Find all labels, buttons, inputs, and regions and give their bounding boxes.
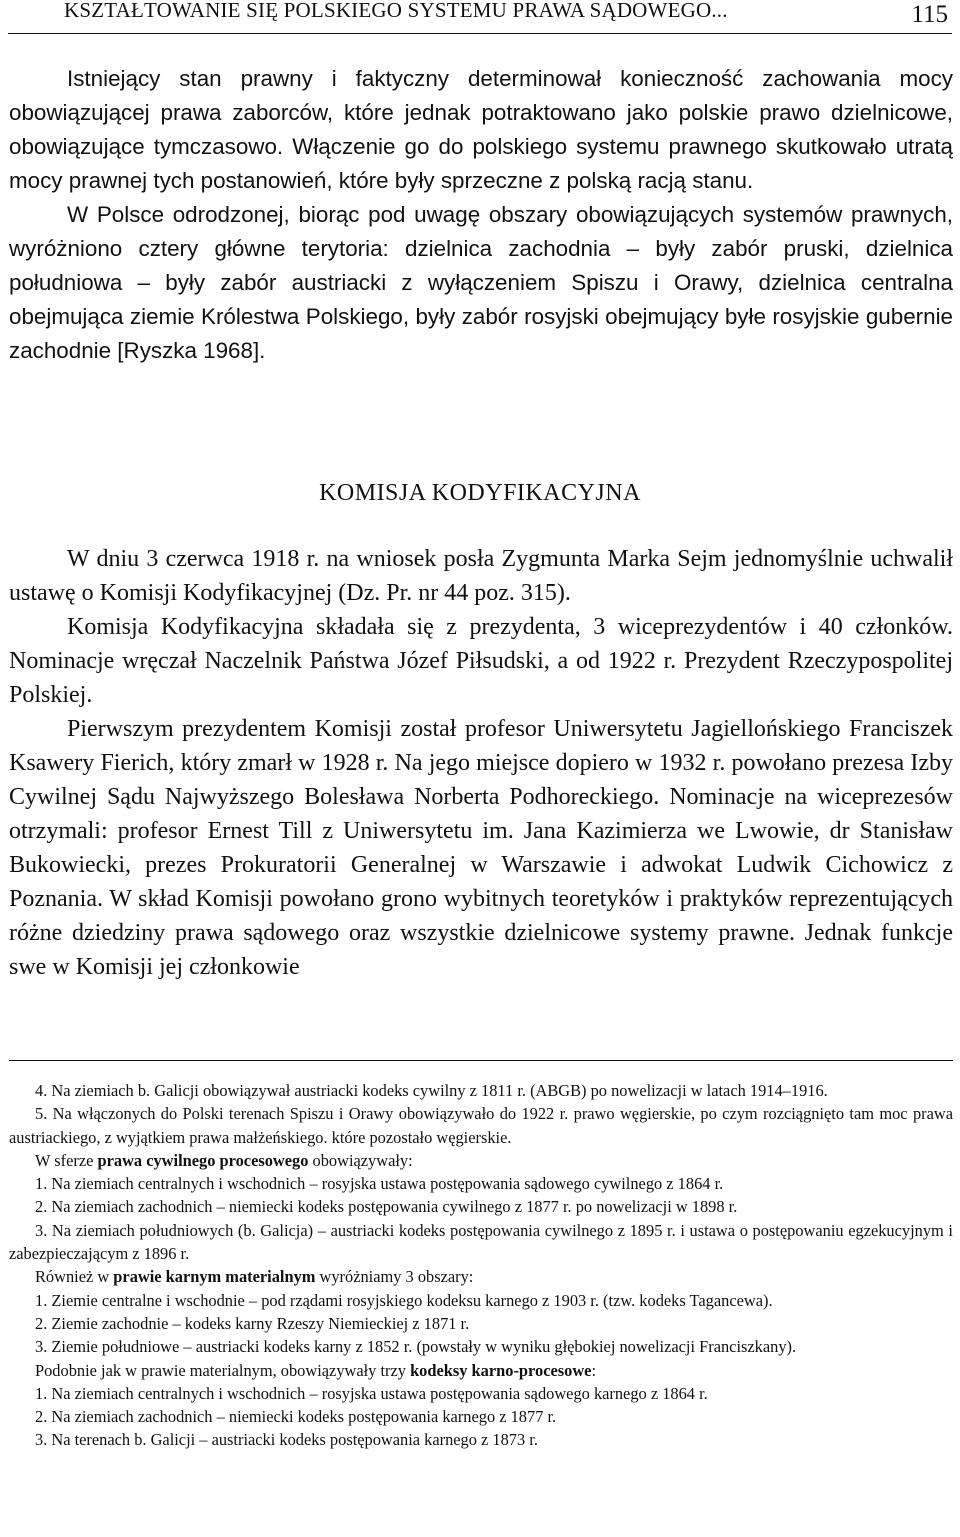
section-heading: KOMISJA KODYFIKACYJNA	[319, 480, 641, 506]
paragraph-territories: W Polsce odrodzonej, biorąc pod uwagę obszary obowiązujących systemów prawnych, wyróżniono cztery główne terytoria: dzielnica zachodnia – były zabór pruski, dzielnica południowa – były zabór austriacki z wyłączeniem Spiszu i Orawy, dzielnica centralna obejmująca ziemie Królestwa Polskiego, były zabór rosyjski obejmujący byłe rosyjskie gubernie zachodnie [Ryszka 1968].	[9, 202, 953, 363]
page-number: 115	[911, 1, 948, 28]
penal-intro-emphasis: prawie karnym materialnym	[113, 1267, 316, 1287]
civil-item-3: 3. Na ziemiach południowych (b. Galicja) – austriacki kodeks postępowania cywilnego z 1895 r. i ustawa o postępowaniu egzekucyjnym i zabezpieczającym z 1896 r.	[9, 1220, 953, 1264]
proc-intro-tail: :	[591, 1360, 596, 1380]
penal-item-1: 1. Ziemie centralne i wschodnie – pod rządami rosyjskiego kodeksu karnego z 1903 r. (tzw. kodeks Tagancewa).	[35, 1290, 773, 1310]
proc-intro-text: Podobnie jak w prawie materialnym, obowiązywały trzy	[35, 1360, 411, 1380]
footnote-4: 4. Na ziemiach b. Galicji obowiązywał austriacki kodeks cywilny z 1811 r. (ABGB) po nowelizacji w latach 1914–1916.	[35, 1081, 828, 1100]
civil-item-2: 2. Na ziemiach zachodnich – niemiecki kodeks postępowania cywilnego z 1877 r. po nowelizacji w 1898 r.	[35, 1197, 738, 1217]
civil-item-1: 1. Na ziemiach centralnych i wschodnich – rosyjska ustawa postępowania sądowego cywilnego z 1864 r.	[35, 1174, 724, 1194]
paragraph-composition: Komisja Kodyfikacyjna składała się z prezydenta, 3 wiceprezydentów i 40 członków. Nominacje wręczał Naczelnik Państwa Józef Piłsudski, a od 1922 r. Prezydent Rzeczypospolitej Polskiej.	[9, 614, 953, 708]
running-header	[8, 0, 952, 30]
proc-item-1: 1. Na ziemiach centralnych i wschodnich – rosyjska ustawa postępowania sądowego karnego z 1864 r.	[35, 1383, 708, 1403]
penal-intro-text: Również w	[35, 1267, 114, 1287]
penal-intro-tail: wyróżniamy 3 obszary:	[315, 1267, 474, 1287]
paragraph-act-1918: W dniu 3 czerwca 1918 r. na wniosek posła Zygmunta Marka Sejm jednomyślnie uchwalił ustawę o Komisji Kodyfikacyjnej (Dz. Pr. nr 44 poz. 315).	[9, 546, 953, 606]
penal-law-intro	[9, 1265, 953, 1288]
footnotes	[9, 1079, 953, 1452]
civil-intro-tail: obowiązywały:	[308, 1150, 413, 1170]
header-rule	[8, 33, 952, 34]
footnote-rule	[9, 1060, 953, 1061]
penal-item-3: 3. Ziemie południowe – austriacki kodeks karny z 1852 r. (powstały w wyniku głębokiej nowelizacji Franciszkany).	[35, 1337, 797, 1357]
civil-intro-emphasis: prawa cywilnego procesowego	[97, 1150, 309, 1170]
civil-procedure-intro	[9, 1149, 953, 1172]
proc-item-3: 3. Na terenach b. Galicji – austriacki kodeks postępowania karnego z 1873 r.	[35, 1430, 538, 1450]
intro-text	[9, 62, 953, 368]
commission-text	[9, 542, 953, 984]
proc-intro-emphasis: kodeksy karno-procesowe	[410, 1360, 592, 1380]
paragraph-legal-continuity: Istniejący stan prawny i faktyczny determinował konieczność zachowania mocy obowiązującej prawa zaborców, które jednak potraktowano jako polskie prawo dzielnicowe, obowiązujące tymczasowo. Włączenie go do polskiego systemu prawnego skutkowało utratą mocy prawnej tych postanowień, które były sprzeczne z polską racją stanu.	[9, 66, 953, 193]
paragraph-presidents: Pierwszym prezydentem Komisji został profesor Uniwersytetu Jagiellońskiego Franciszek Ksawery Fierich, który zmarł w 1928 r. Na jego miejsce dopiero w 1932 r. powołano prezesa Izby Cywilnej Sądu Najwyższego Bolesława Norberta Podhoreckiego. Nominacje na wiceprezesów otrzymali: profesor Ernest Till z Uniwersytetu im. Jana Kazimierza we Lwowie, dr Stanisław Bukowiecki, prezes Prokuratorii Generalnej w Warszawie i adwokat Ludwik Cichowicz z Poznania. W skład Komisji powołano grono wybitnych teoretyków i praktyków reprezentujących różne dziedziny prawa sądowego oraz wszystkie dzielnicowe systemy prawne. Jednak funkcje swe w Komisji jej członkowie	[9, 716, 953, 980]
penal-item-2: 2. Ziemie zachodnie – kodeks karny Rzeszy Niemieckiej z 1871 r.	[35, 1313, 470, 1333]
footnote-5: 5. Na włączonych do Polski terenach Spiszu i Orawy obowiązywało do 1922 r. prawo węgierskie, po czym rozciągnięto tam moc prawa austriackiego, z wyjątkiem prawa małżeńskiego. które pozostało węgierskie.	[9, 1104, 953, 1147]
running-header-title: KSZTAŁTOWANIE SIĘ POLSKIEGO SYSTEMU PRAWA SĄDOWEGO...	[64, 0, 728, 22]
proc-item-2: 2. Na ziemiach zachodnich – niemiecki kodeks postępowania karnego z 1877 r.	[35, 1407, 557, 1427]
civil-intro-text: W sferze	[35, 1150, 98, 1170]
penal-procedure-intro	[9, 1359, 953, 1382]
